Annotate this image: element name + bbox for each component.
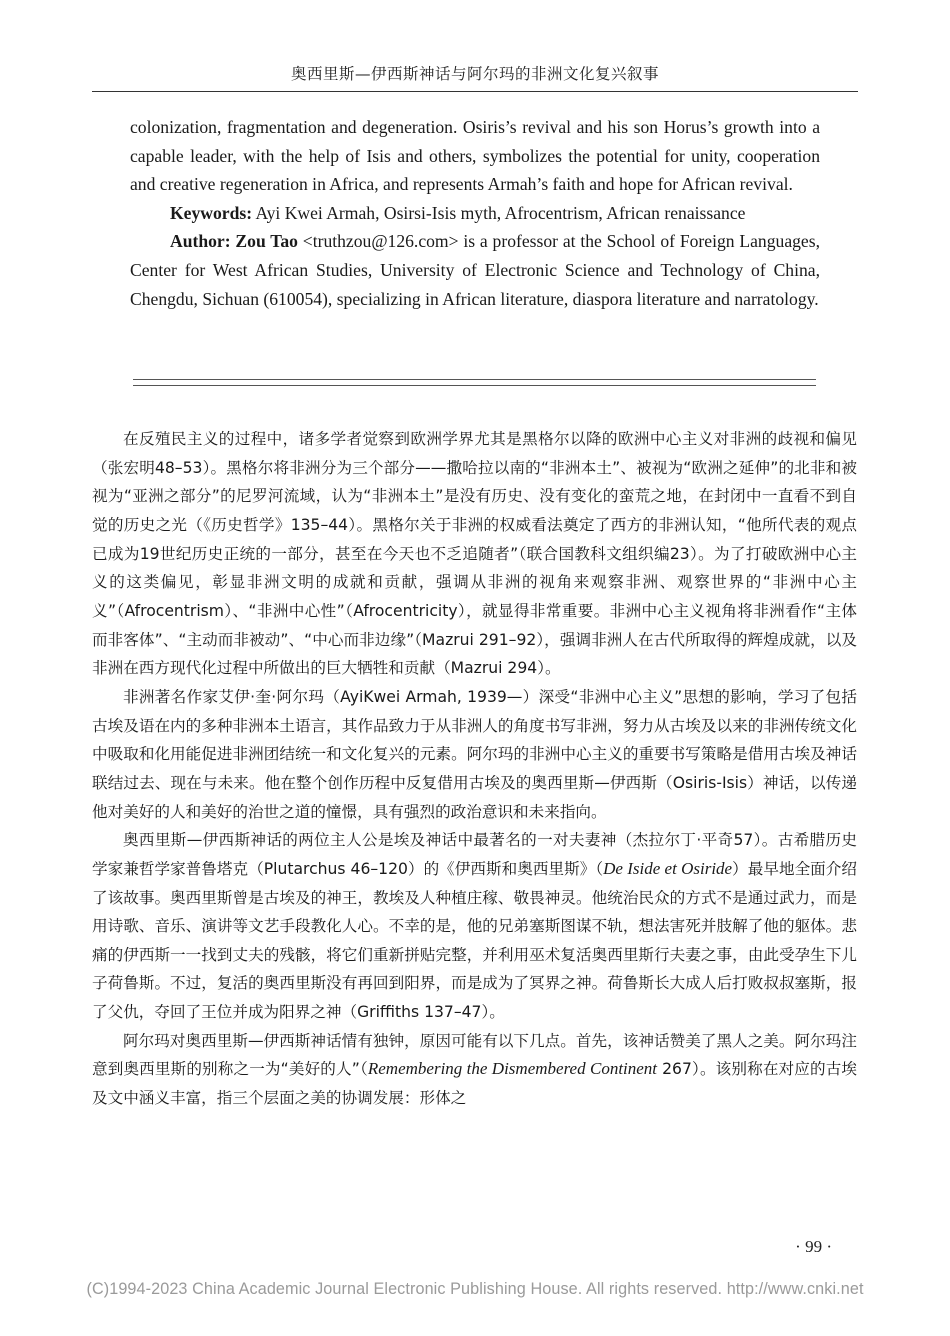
paragraph-3-part-b: ）最早地全面介绍了该故事。奥西里斯曾是古埃及的神王，教埃及人种植庄稼、敬畏神灵。他统治民众的方式不是通过武力，而是用诗歌、音乐、演讲等文艺手段教化人心。不幸的是，他的兄弟塞斯图谋不轨，想法害死并肢解了他的躯体。悲痛的伊西斯一一找到丈夫的残骸，将它们重新拼贴完整，并利用巫术复活奥西里斯行夫妻之事，由此受孕生下儿子荷鲁斯。不过，复活的奥西里斯没有再回到阳界，而是成为了冥界之神。荷鲁斯长大成人后打败叔叔塞斯，报了父仇，夺回了王位并成为阳界之神（Griffiths 137–47）。	[92, 859, 857, 1022]
running-header: 奥西里斯—伊西斯神话与阿尔玛的非洲文化复兴叙事	[290, 65, 659, 83]
author-label: Author: Zou Tao	[170, 231, 298, 252]
paragraph-1: 在反殖民主义的过程中，诸多学者觉察到欧洲学界尤其是黑格尔以降的欧洲中心主义对非洲的歧视和偏见（张宏明48–53）。黑格尔将非洲分为三个部分——撒哈拉以南的“非洲本土”、被视为“欧洲之延伸”的北非和被视为“亚洲之部分”的尼罗河流域，认为“非洲本土”是没有历史、没有变化的蛮荒之地，在封闭中一直看不到自觉的历史之光（《历史哲学》135–44）。黑格尔关于非洲的权威看法奠定了西方的非洲认知，“他所代表的观点已成为19世纪历史正统的一部分，甚至在今天也不乏追随者”（联合国教科文组织编23）。为了打破欧洲中心主义的这类偏见，彰显非洲文明的成就和贡献，强调从非洲的视角来观察非洲、观察世界的“非洲中心主义”（Afrocentrism）、“非洲中心性”（Afrocentricity），就显得非常重要。非洲中心主义视角将非洲看作“主体而非客体”、“主动而非被动”、“中心而非边缘”（Mazrui 291–92），强调非洲人在古代所取得的辉煌成就，以及非洲在西方现代化过程中所做出的巨大牺牲和贡献（Mazrui 294）。	[92, 430, 857, 678]
paragraph-3-part-a: 奥西里斯—伊西斯神话的两位主人公是埃及神话中最著名的一对夫妻神（杰拉尔丁·平奇57）。古希腊历史学家兼哲学家普鲁塔克（Plutarchus 46–120）的《伊西斯和奥西里斯》（	[92, 831, 857, 878]
work-title-remembering: Remembering the Dismembered Continent	[367, 1059, 658, 1079]
keywords-label: Keywords:	[170, 202, 253, 223]
abstract-continuation: colonization, fragmentation and degeneration. Osiris’s revival and his son Horus’s growth into a capable leader, with the help of Isis and others, symbolizes the potential for unity, cooperation and creative regeneration in Africa, and represents Armah’s faith and hope for African revival.	[130, 117, 820, 195]
work-title-de-iside: De Iside et Osiride	[603, 858, 733, 878]
keywords-text: Ayi Kwei Armah, Osirsi-Isis myth, Afrocentrism, African renaissance	[252, 202, 746, 223]
header-rule	[92, 91, 858, 92]
paragraph-3	[92, 826, 857, 1027]
paragraph-4-part-a: 阿尔玛对奥西里斯—伊西斯神话情有独钟，原因可能有以下几点。首先，该神话赞美了黑人之美。阿尔玛注意到奥西里斯的别称之一为“美好的人”（	[92, 1031, 857, 1079]
author-line	[130, 227, 820, 313]
keywords-line	[130, 199, 820, 228]
author-info: <truthzou@126.com> is a professor at the School of Foreign Languages, Center for West African Studies, University of Electronic Science and Technology of China, Chengdu, Sichuan (610054), specializing in African literature, diaspora literature and narratology.	[130, 231, 820, 309]
copyright-footer: (C)1994-2023 China Academic Journal Electronic Publishing House. All rights reserved. http://www.cnki.net	[86, 1280, 864, 1298]
section-divider	[133, 379, 816, 386]
paragraph-2: 非洲著名作家艾伊·奎·阿尔玛（AyiKwei Armah, 1939—）深受“非洲中心主义”思想的影响，学习了包括古埃及语在内的多种非洲本土语言，其作品致力于从非洲人的角度书写非洲，努力从古埃及以来的非洲传统文化中吸取和化用能促进非洲团结统一和文化复兴的元素。阿尔玛的非洲中心主义的重要书写策略是借用古埃及神话联结过去、现在与未来。他在整个创作历程中反复借用古埃及的奥西里斯—伊西斯（Osiris-Isis）神话，以传递他对美好的人和美好的治世之道的憧憬，具有强烈的政治意识和未来指向。	[92, 687, 857, 821]
english-abstract	[130, 113, 820, 313]
page-number: · 99 ·	[795, 1237, 832, 1256]
paragraph-4	[92, 1027, 857, 1113]
main-body	[92, 425, 857, 1113]
paragraph-4-part-b: 267）。该别称在对应的古埃及文中涵义丰富，指三个层面之美的协调发展：形体之	[92, 1060, 858, 1108]
